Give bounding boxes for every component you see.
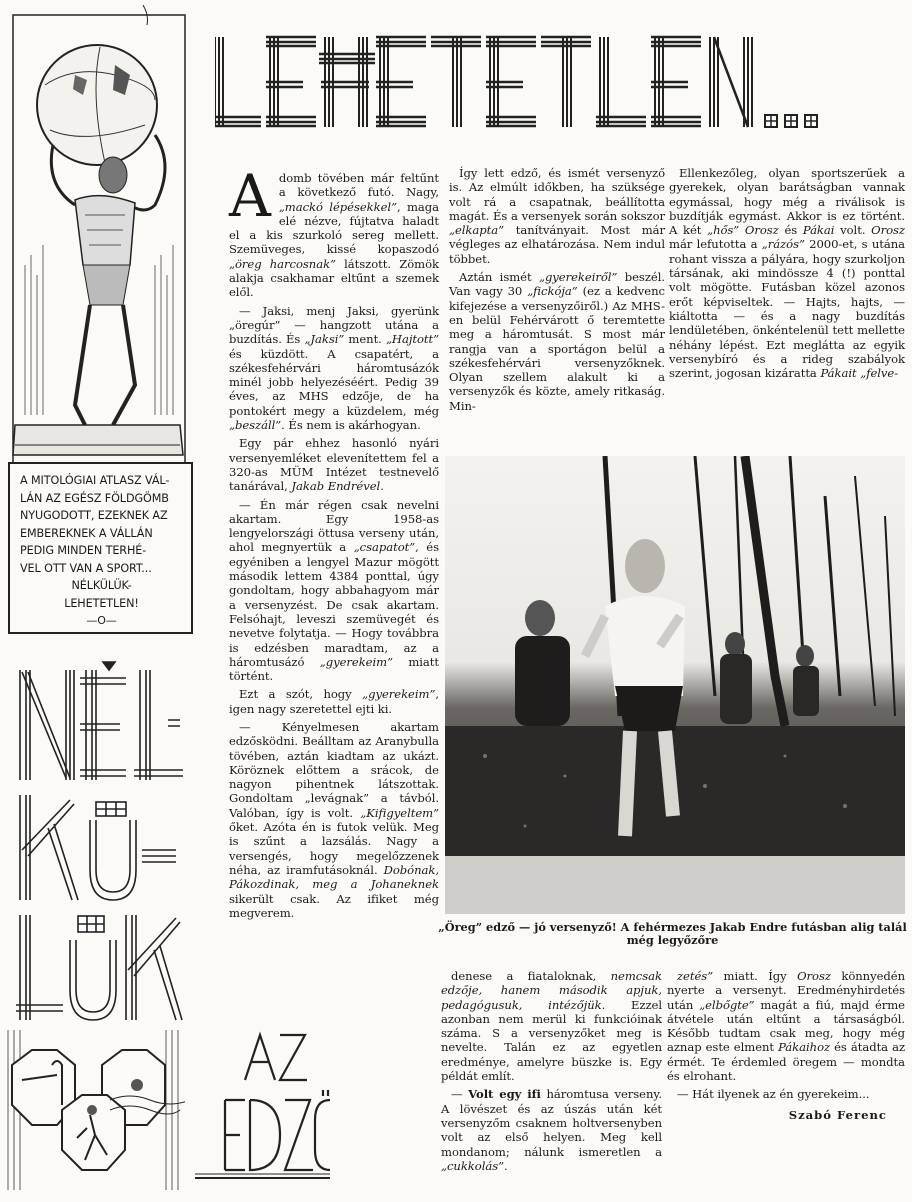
article-paragraph: Így lett edző, és ismét versenyző is. Az elmúlt időkben, ha szüksége volt rá a csapatnak, beállította magát. És a versenyek során sokszor „elkapta” tanítványait. Most már végleges az elhatározása. Nem indul többet.	[449, 166, 665, 266]
atlas-caption-box	[8, 462, 193, 634]
vertical-title-nelkuluk	[8, 660, 193, 1035]
column-2-paragraphs	[449, 166, 665, 413]
atlas-illustration	[5, 5, 190, 465]
article-paragraph: Ezt a szót, hogy „gyerekeim”, igen nagy szeretettel ejti ki.	[229, 687, 439, 716]
article-paragraph: — Kényelmesen akartam edzősködni. Beálltam az Aranybulla tövében, aztán kiadtam az ukázt. Köröznek előttem a srácok, de nagyon pihentnek látszottak. Gondoltam „levágnak” a távból. Valóban, így is volt. „Kifigyeltem” őket. Azóta én is futok velük. Meg is szűnt a lazsálás. Nagy a versengés, hogy megelőzzenek néha, az iramfutásoknál. Dobónak, Pákozdinak, meg a Johaneknek sikerült csak. Az ifiket még megverem.	[229, 719, 439, 920]
caption-line: LEHETETLEN!	[64, 596, 139, 610]
column-3-paragraphs	[669, 166, 905, 380]
caption-line: PEDIG MINDEN TERHÉ-	[20, 544, 147, 557]
caption-line: NÉLKÜLÜK-	[71, 579, 132, 592]
article-paragraph: — Volt egy ifi háromtusa verseny. A lövészet és az úszás után két versenyzőm csaknem holtversenyben volt az első helyen. Meg kell mondanom; nálunk ismeretlen a „cukkolás”.	[441, 1087, 662, 1173]
pentathlon-emblem-icon	[2, 1020, 185, 1198]
photo-image	[445, 456, 905, 914]
caption-ornament: —O—	[86, 614, 117, 627]
article-paragraph: Egy pár ehhez hasonló nyári versenyemléket elevenítettem fel a 320-as MÜM Intézet testnevelő tanárával, Jakab Endrével.	[229, 436, 439, 494]
headline-lettering	[215, 15, 905, 135]
article-column-2	[449, 166, 665, 417]
photo-caption: „Öreg” edző — jó versenyző! A fehérmezes Jakab Endre futásban alig talál még legyőzőre	[438, 920, 907, 947]
article-paragraph: Aztán ismét „gyerekeiről” beszél. Van vagy 30 „fickója” (ez a kedvenc kifejezése a versenyzőiről.) Az MHS-en belül Fehérvárott ő teremtette meg a háromtusát. S most már rangja van a sportágon belül a székesfehérvári versenyzőknek. Olyan szellem alakult ki a versenyzők és közte, amely ritkaság. Min-	[449, 270, 665, 413]
caption-line: LÁN AZ EGÉSZ FÖLDGÖMB	[20, 491, 169, 505]
article-column-5	[667, 969, 905, 1122]
article-paragraph: — Hát ilyenek az én gyerekeim...	[677, 1087, 870, 1102]
article-column-4	[441, 969, 662, 1177]
column-5-paragraphs	[667, 969, 905, 1102]
az-edzo-lettering	[195, 1020, 330, 1180]
drop-cap: A	[229, 162, 271, 230]
article-column-1	[229, 162, 440, 924]
article-paragraph: — Én már régen csak nevelni akartam. Egy 1958-as lengyelországi öttusa verseny után, ahol megnyertük a „csapatot”, és egyéniben a lengyel Mazur mögött második lettem 4384 ponttal, úgy gondoltam, hogy abbahagyom már a versenyzést. De csak akartam. Felsóhajt, leveszi szemüvegét és nevetve folytatja. — Hogy továbbra is edzésben maradtam, az a háromtusázó „gyerekeim” miatt történt.	[229, 497, 440, 684]
headline-stroke	[714, 37, 748, 127]
article-paragraph: zetés” miatt. Így Orosz könnyedén nyerte a versenyt. Eredményhirdetés után „elbőgte” magát a fiú, majd érme átvétele után eltűnt a társaságból. Később tudtam csak meg, hogy még aznap este elment Pákaihoz és átadta az érmét. Te érdemled öregem — mondta és elrohant.	[667, 969, 906, 1084]
column-1-paragraphs	[229, 162, 440, 920]
author-signature: Szabó Ferenc	[788, 1107, 887, 1122]
column-4-paragraphs	[441, 969, 662, 1173]
pentathlon-emblem	[2, 1020, 185, 1198]
atlas-figure-icon	[5, 5, 190, 465]
caption-line: NYUGODOTT, EZEKNEK AZ	[20, 509, 168, 522]
section-title-az-edzo	[195, 1020, 330, 1180]
headline	[215, 15, 905, 135]
caption-line: VEL OTT VAN A SPORT...	[20, 561, 152, 575]
article-paragraph: Ellenkezőleg, olyan sportszerűek a gyerekek, olyan barátságban vannak egymással, hogy még a riválisok is buzdítják egymást. Akkor is ez történt. A két „hős” Orosz és Pákai volt. Orosz már lefutotta a „rázós” 2000-et, s utána rohant vissza a pályára, hogy szurkoljon társának, aki mindössze 4 (!) ponttal volt mögötte. Futásban közel azonos erőt képviseltek. — Hajts, hajts, — kiáltotta — és a nagy buzdítás lendületében, önkéntelenül tett mellette néhány lépést. Ezt meglátta az egyik versenybíró és a rideg szabályok szerint, jogosan kizáratta Pákait „felve-	[669, 166, 905, 381]
running-coach-photo	[445, 456, 905, 914]
caption-line: EMBEREKNEK A VÁLLÁN	[20, 526, 153, 540]
article-paragraph: — Jaksi, menj Jaksi, gyerünk „öregúr” — hangzott utána a buzdítás. És „Jaksi” ment. „Hajtott” és küzdött. A csapatért, a székesfehérvári háromtusázók minél jobb helyezéséért. Pedig 39 éves, az MHS edzője, de ha pontokért megy a küzdelem, még „beszáll”. És nem is akárhogyan.	[229, 303, 440, 433]
caption-line: A MITOLÓGIAI ATLASZ VÁL-	[20, 474, 170, 487]
article-column-3	[669, 166, 905, 384]
nelkuluk-lettering	[8, 660, 193, 1035]
article-paragraph: denese a fiataloknak, nemcsak edzője, hanem második apjuk, pedagógusuk, intézőjük. Ezzel azonban nem merül ki funkcióinak száma. S a versenyzőket meg is nevelte. Talán ez az egyetlen eredménye, amelyre büszke is. Egy példát említ.	[441, 969, 662, 1084]
article-paragraph: domb tövében már feltűnt a következő futó. Nagy, „mackó lépésekkel”, maga elé nézve, fújtatva haladt el a kis szurkoló sereg mellett. Szemüveges, kissé kopaszodó „öreg harcosnak” látszott. Zömök alakja csakhamar eltűnt a szemek elől.	[229, 171, 439, 300]
